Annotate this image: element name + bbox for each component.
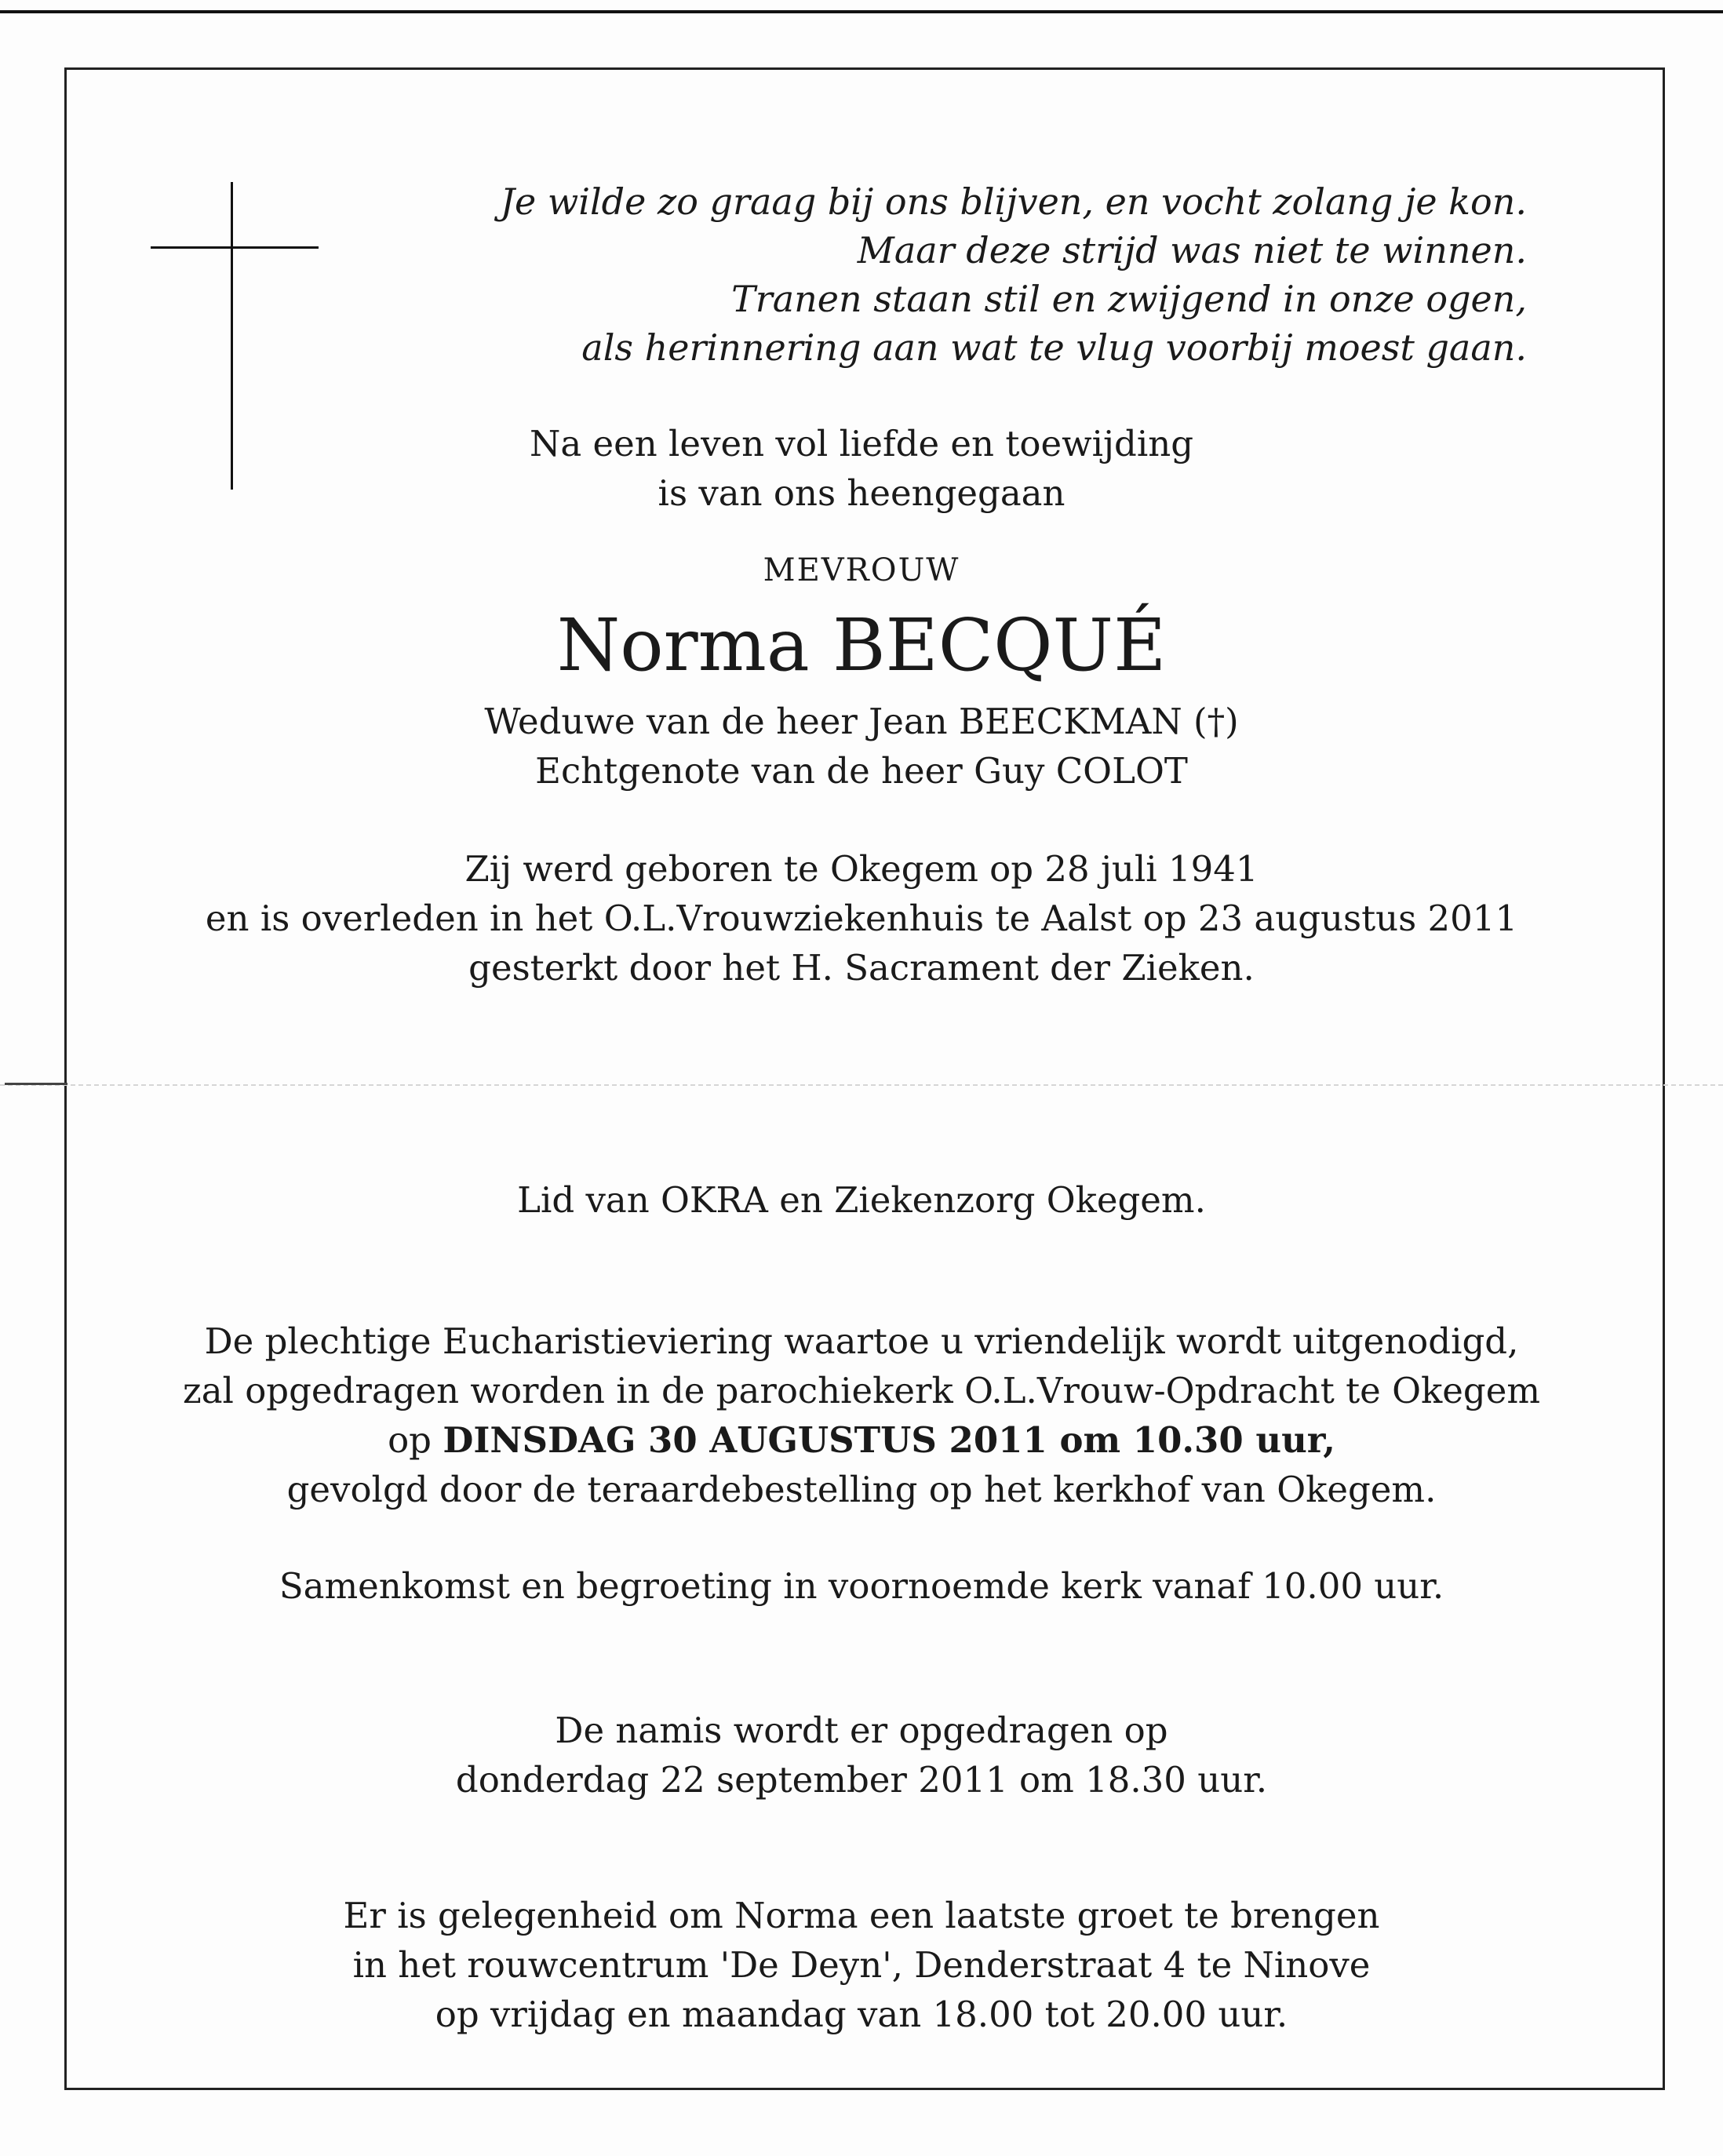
relation-line: Echtgenote van de heer Guy COLOT [535, 750, 1188, 792]
title: MEVROUW [763, 552, 960, 588]
life-line: gesterkt door het H. Sacrament der Zieken. [468, 947, 1255, 989]
funeral-service [0, 1317, 1723, 1514]
relations [0, 697, 1723, 796]
life-details [0, 844, 1723, 992]
life-line: en is overleden in het O.L.Vrouwziekenhuis te Aalst op 23 augustus 2011 [205, 898, 1518, 939]
cross-icon-horizontal [151, 246, 319, 249]
farewell-line: Er is gelegenheid om Norma een laatste groet te brengen [343, 1895, 1380, 1936]
month-mass-line: De namis wordt er opgedragen op [555, 1710, 1168, 1751]
service-date-line [0, 1415, 1723, 1465]
fold-mark [5, 1083, 67, 1085]
membership: Lid van OKRA en Ziekenzorg Okegem. [517, 1179, 1206, 1221]
service-line: De plechtige Eucharistieviering waartoe u vriendelijk wordt uitgenodigd, [204, 1320, 1519, 1362]
farewell-line: op vrijdag en maandag van 18.00 tot 20.00 uur. [435, 1994, 1288, 2035]
farewell [0, 1891, 1723, 2039]
top-rule [0, 10, 1723, 13]
month-mass-line: donderdag 22 september 2011 om 18.30 uur. [455, 1759, 1268, 1801]
service-line: gevolgd door de teraardebestelling op het kerkhof van Okegem. [286, 1469, 1437, 1510]
deceased-name: Norma BECQUÉ [556, 603, 1167, 687]
poem-line: als herinnering aan wat te vlug voorbij moest gaan. [581, 326, 1527, 369]
gathering: Samenkomst en begroeting in voornoemde kerk vanaf 10.00 uur. [279, 1565, 1444, 1607]
relation-line: Weduwe van de heer Jean BEECKMAN (†) [484, 701, 1239, 742]
intro-line: Na een leven vol liefde en toewijding [529, 423, 1193, 464]
fold-line [0, 1084, 1723, 1086]
service-line: zal opgedragen worden in de parochiekerk O.L.Vrouw-Opdracht te Okegem [182, 1370, 1541, 1411]
poem-line: Maar deze strijd was niet te winnen. [857, 229, 1527, 271]
intro [0, 419, 1723, 518]
farewell-line: in het rouwcentrum 'De Deyn', Denderstraat 4 te Ninove [352, 1944, 1371, 1986]
life-line: Zij werd geboren te Okegem op 28 juli 1941 [464, 848, 1259, 890]
poem [501, 177, 1527, 372]
service-date-prefix: op [388, 1419, 432, 1461]
month-mass [0, 1706, 1723, 1805]
poem-line: Je wilde zo graag bij ons blijven, en vocht zolang je kon. [500, 180, 1527, 223]
poem-line: Tranen staan stil en zwijgend in onze ogen, [731, 278, 1527, 320]
intro-line: is van ons heengegaan [658, 472, 1065, 514]
service-date: DINSDAG 30 AUGUSTUS 2011 om 10.30 uur, [443, 1419, 1335, 1461]
